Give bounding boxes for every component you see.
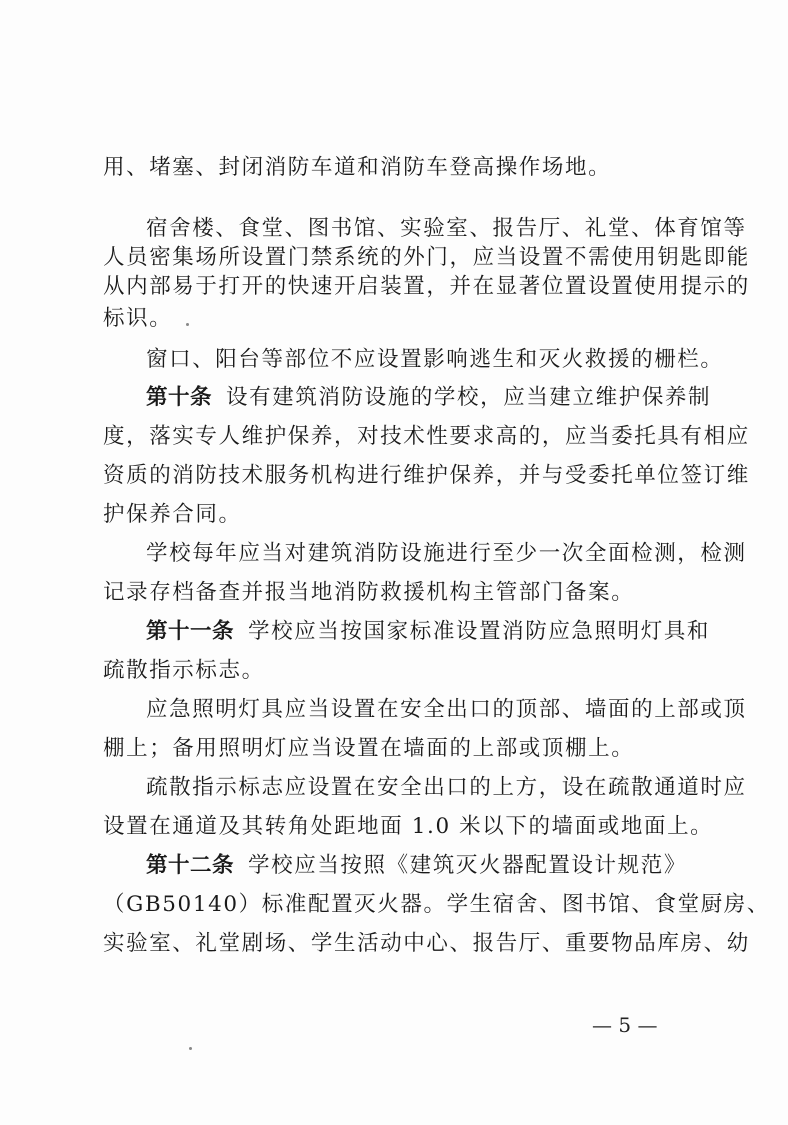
line-text: 记录存档备查并报当地消防救援机构主管部门备案。 (103, 580, 635, 605)
line-text: 从内部易于打开的快速开启装置，并在显著位置设置使用提示的 (103, 274, 750, 299)
line-text: 宿舍楼、食堂、图书馆、实验室、报告厅、礼堂、体育馆等 (146, 216, 747, 241)
text-line (0, 888, 788, 922)
article-11-first-line (0, 615, 788, 649)
line-text: 应急照明灯具应当设置在安全出口的顶部、墙面的上部或顶 (146, 697, 747, 722)
paragraph-first-line (0, 693, 788, 727)
line-text: 人员密集场所设置门禁系统的外门，应当设置不需使用钥匙即能 (103, 245, 750, 270)
line-text: 度，落实专人维护保养，对技术性要求高的，应当委托具有相应 (103, 424, 750, 449)
line-text: 设置在通道及其转角处距地面 1.0 米以下的墙面或地面上。 (103, 814, 714, 839)
article-heading: 第十条 (146, 385, 213, 410)
scan-speck (186, 323, 189, 326)
line-text: 学校每年应当对建筑消防设施进行至少一次全面检测，检测 (146, 541, 747, 566)
scan-speck (189, 1047, 192, 1050)
text-line (0, 459, 788, 493)
page-number: — 5 — (592, 1013, 658, 1037)
text-line (0, 654, 788, 688)
article-10-first-line (0, 381, 788, 415)
paragraph-first-line (0, 343, 788, 377)
line-text: 疏散指示标志应设置在安全出口的上方，设在疏散通道时应 (146, 775, 747, 800)
text-line (0, 732, 788, 766)
line-text: 疏散指示标志。 (103, 658, 265, 683)
article-heading: 第十一条 (146, 619, 235, 644)
line-text: 棚上；备用照明灯应当设置在墙面的上部或顶棚上。 (103, 736, 635, 761)
line-text: （GB50140）标准配置灭火器。学生宿舍、图书馆、食堂厨房、 (103, 892, 770, 917)
text-line (0, 810, 788, 844)
line-text: 资质的消防技术服务机构进行维护保养，并与受委托单位签订维 (103, 463, 750, 488)
line-text: 实验室、礼堂剧场、学生活动中心、报告厅、重要物品库房、幼 (103, 931, 750, 956)
text-line (0, 576, 788, 610)
line-text: 窗口、阳台等部位不应设置影响逃生和灭火救援的栅栏。 (146, 347, 724, 372)
text-line (0, 151, 788, 185)
paragraph-first-line (0, 537, 788, 571)
text-line (0, 927, 788, 961)
text-line (0, 270, 788, 304)
line-text: 学校应当按国家标准设置消防应急照明灯具和 (248, 619, 711, 644)
text-line (0, 302, 788, 336)
line-text: 学校应当按照《建筑灭火器配置设计规范》 (248, 853, 687, 878)
line-text: 用、堵塞、封闭消防车道和消防车登高操作场地。 (103, 155, 612, 180)
article-12-first-line (0, 849, 788, 883)
text-line (0, 498, 788, 532)
text-line (0, 420, 788, 454)
article-heading: 第十二条 (146, 853, 235, 878)
paragraph-first-line (0, 771, 788, 805)
line-text: 设有建筑消防设施的学校，应当建立维护保养制 (226, 385, 712, 410)
line-text: 护保养合同。 (103, 502, 242, 527)
line-text: 标识。 (103, 306, 173, 331)
